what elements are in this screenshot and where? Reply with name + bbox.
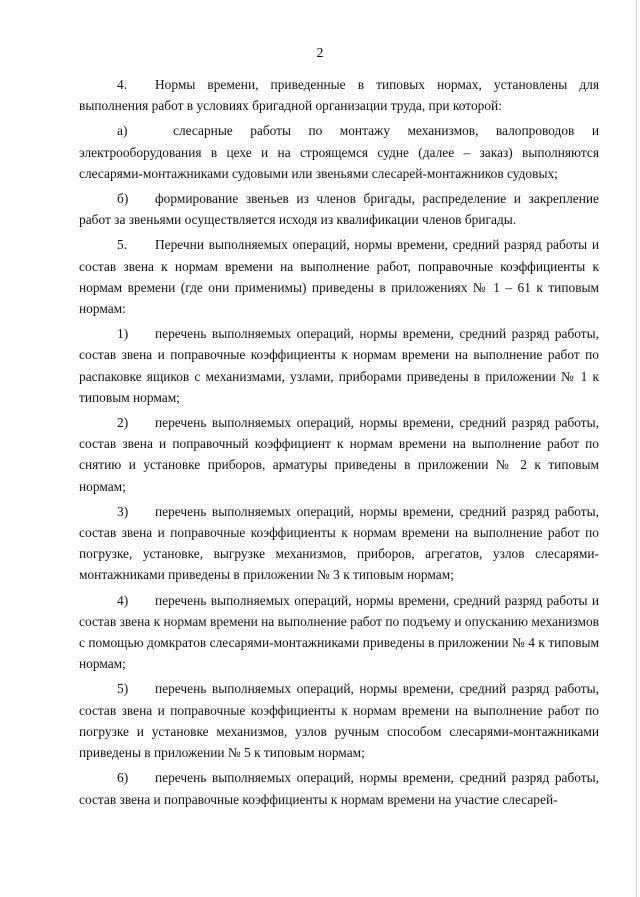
paragraph-text: перечень выполняемых операций, нормы времени, средний разряд работы, состав звена и поправочные коэффициенты к нормам времени на выполнение работ по погрузке и установке механизмов, узлов ручным способом слесарями-монтажниками приведены в приложении № 5 к типовым нормам; bbox=[79, 681, 599, 761]
page-number: 2 bbox=[316, 46, 324, 61]
paragraph-number: 3) bbox=[117, 503, 129, 519]
paragraph-4b bbox=[79, 188, 599, 230]
paragraph-number: 6) bbox=[117, 770, 129, 786]
list-item-1 bbox=[79, 323, 599, 408]
paragraph-text: перечень выполняемых операций, нормы времени, средний разряд работы и состав звена к нормам времени на выполнение работ по подъему и опусканию механизмов с помощью домкратов слесарями-монтажниками приведены в приложении № 4 к типовым нормам; bbox=[79, 592, 599, 672]
paragraph-number: б) bbox=[117, 191, 129, 207]
paragraph-number: а) bbox=[117, 123, 128, 139]
paragraph-4 bbox=[79, 74, 599, 116]
paragraph-5 bbox=[79, 234, 599, 319]
paragraph-text: перечень выполняемых операций, нормы времени, средний разряд работы, состав звена и поправочные коэффициенты к нормам времени на выполнение работ по распаковке ящиков с механизмами, узлами, приборами приведены в приложении № 1 к типовым нормам; bbox=[79, 326, 599, 405]
paragraph-number: 5) bbox=[117, 681, 129, 697]
paragraph-number: 4) bbox=[117, 592, 129, 608]
paragraph-text: Перечни выполняемых операций, нормы времени, средний разряд работы и состав звена к нормам времени на выполнение работ, поправочные коэффициенты к нормам времени (где они применимы) приведены в приложениях № 1 – 61 к типовым нормам: bbox=[79, 237, 599, 317]
paragraph-text: перечень выполняемых операций, нормы времени, средний разряд работы, состав звена и поправочный коэффициент к нормам времени на выполнение работ по снятию и установке приборов, арматуры приведены в приложении № 2 к типовым нормам; bbox=[79, 415, 599, 494]
paragraph-number: 2) bbox=[117, 415, 129, 431]
list-item-5 bbox=[79, 678, 599, 763]
document-body bbox=[79, 74, 599, 814]
paragraph-text: формирование звеньев из членов бригады, распределение и закрепление работ за звеньями осуществляется исходя из квалификации членов бригады. bbox=[79, 191, 599, 228]
list-item-6 bbox=[79, 767, 599, 809]
paragraph-text: Нормы времени, приведенные в типовых нормах, установлены для выполнения работ в условиях бригадной организации труда, при которой: bbox=[79, 77, 599, 114]
paragraph-4a bbox=[79, 120, 599, 184]
paragraph-number: 1) bbox=[117, 326, 129, 342]
paragraph-number: 4. bbox=[117, 77, 128, 92]
paragraph-text: слесарные работы по монтажу механизмов, валопроводов и электрооборудования в цехе и на строящемся судне (далее – заказ) выполняются слесарями-монтажниками судовыми или звеньями слесарей-монтажников судовых; bbox=[79, 123, 599, 181]
list-item-4 bbox=[79, 590, 599, 675]
scan-edge-divider bbox=[636, 0, 637, 897]
paragraph-number: 5. bbox=[117, 237, 128, 253]
paragraph-text: перечень выполняемых операций, нормы времени, средний разряд работы, состав звена и поправочные коэффициенты к нормам времени на участие слесарей- bbox=[79, 770, 599, 807]
list-item-3 bbox=[79, 501, 599, 586]
paragraph-text: перечень выполняемых операций, нормы времени, средний разряд работы, состав звена и поправочные коэффициенты к нормам времени на выполнение работ по погрузке, установке, выгрузке механизмов, приборов, агрегатов, узлов слесарями-монтажниками приведены в приложении № 3 к типовым нормам; bbox=[79, 503, 599, 583]
list-item-2 bbox=[79, 412, 599, 497]
